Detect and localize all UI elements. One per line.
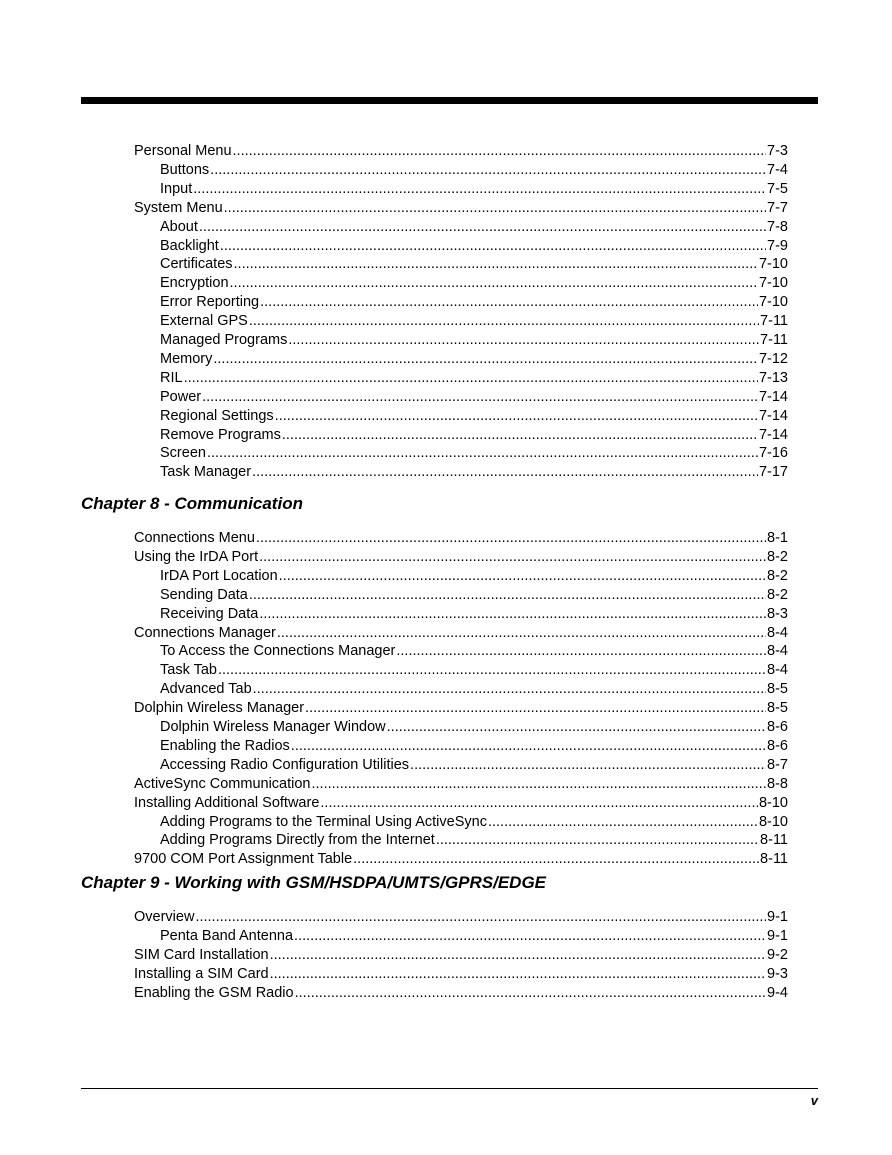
dot-leader <box>387 718 766 736</box>
toc-entry-label: Personal Menu <box>134 143 232 159</box>
toc-entry[interactable] <box>134 699 788 717</box>
toc-entry-label: 9700 COM Port Assignment Table <box>134 851 353 868</box>
toc-entry-page: 8-1 <box>767 530 788 546</box>
bottom-rule <box>81 1088 818 1089</box>
toc-entry-page: 8-5 <box>767 681 788 698</box>
toc-entry[interactable] <box>160 369 788 387</box>
dot-leader <box>305 699 766 717</box>
toc-entry-page: 8-6 <box>767 719 788 735</box>
toc-entry-label: Power <box>160 388 202 405</box>
toc-entry[interactable] <box>160 180 788 198</box>
toc-entry-page: 7-13 <box>758 369 788 386</box>
toc-entry-page: 7-10 <box>758 256 788 273</box>
toc-entry[interactable] <box>160 567 788 585</box>
dot-leader <box>195 908 766 926</box>
toc-entry[interactable] <box>134 908 788 926</box>
toc-entry-label: Backlight <box>160 237 219 254</box>
toc-entry-label: Managed Programs <box>160 332 288 348</box>
toc-entry-page: 7-14 <box>758 426 788 443</box>
dot-leader <box>249 312 759 330</box>
toc-entry-label: ActiveSync Communication <box>134 775 311 792</box>
toc-entry-label: External GPS <box>160 313 248 330</box>
dot-leader <box>270 946 766 964</box>
toc-entry[interactable] <box>160 312 788 330</box>
toc-entry[interactable] <box>160 463 788 481</box>
toc-entry[interactable] <box>160 388 788 406</box>
dot-leader <box>256 529 766 547</box>
toc-entry-label: Dolphin Wireless Manager <box>134 700 305 717</box>
toc-entry[interactable] <box>134 775 788 793</box>
toc-entry-label: Certificates <box>160 256 233 273</box>
toc-entry-page: 9-1 <box>767 909 788 925</box>
toc-entry-page: 7-10 <box>758 275 788 292</box>
toc-entry[interactable] <box>134 946 788 964</box>
toc-entry-label: Penta Band Antenna <box>160 927 294 944</box>
toc-entry-label: SIM Card Installation <box>134 946 269 963</box>
toc-entry-label: Advanced Tab <box>160 681 252 698</box>
toc-entry-label: Dolphin Wireless Manager Window <box>160 719 386 735</box>
dot-leader <box>199 218 766 236</box>
toc-entry[interactable] <box>160 813 788 831</box>
toc-entry-page: 7-17 <box>758 464 788 481</box>
dot-leader <box>260 293 758 311</box>
toc-entry-label: Encryption <box>160 275 229 292</box>
dot-leader <box>410 756 766 774</box>
toc-entry-page: 8-5 <box>767 700 788 717</box>
toc-entry-label: Task Manager <box>160 464 252 481</box>
toc-entry[interactable] <box>160 350 788 368</box>
dot-leader <box>353 850 759 868</box>
toc-entry-page: 7-8 <box>767 218 788 235</box>
toc-entry[interactable] <box>134 794 788 812</box>
toc-entry-page: 9-2 <box>767 946 788 963</box>
dot-leader <box>295 984 766 1002</box>
toc-entry-page: 8-8 <box>767 775 788 792</box>
toc-entry-page: 8-10 <box>758 794 788 811</box>
dot-leader <box>288 331 759 349</box>
toc-entry[interactable] <box>160 927 788 945</box>
toc-entry-page: 9-4 <box>767 984 788 1001</box>
dot-leader <box>252 463 758 481</box>
dot-leader <box>249 586 766 604</box>
toc-entry-page: 7-16 <box>758 445 788 462</box>
toc-entry-page: 8-7 <box>767 756 788 773</box>
toc-entry[interactable] <box>160 756 788 774</box>
dot-leader <box>253 680 766 698</box>
toc-entry[interactable] <box>160 426 788 444</box>
toc-entry-label: Using the IrDA Port <box>134 548 259 565</box>
dot-leader <box>218 661 766 679</box>
toc-entry-label: Input <box>160 180 193 197</box>
toc-entry[interactable] <box>134 965 788 983</box>
toc-entry[interactable] <box>134 548 788 566</box>
dot-leader <box>210 161 766 179</box>
toc-entry[interactable] <box>160 444 788 462</box>
toc-entry[interactable] <box>160 737 788 755</box>
dot-leader <box>312 775 767 793</box>
toc-entry-label: Connections Menu <box>134 530 255 546</box>
dot-leader <box>396 642 766 660</box>
toc-entry-label: Adding Programs to the Terminal Using ActiveSync <box>160 813 487 830</box>
dot-leader <box>275 407 758 425</box>
toc-entry-page: 8-2 <box>767 586 788 603</box>
toc-entry-page: 8-4 <box>767 643 788 660</box>
toc-entry[interactable] <box>160 293 788 311</box>
toc-entry[interactable] <box>160 237 788 255</box>
toc-entry[interactable] <box>134 142 788 160</box>
dot-leader <box>202 388 758 406</box>
toc-entry[interactable] <box>160 661 788 679</box>
toc-entry-page: 7-4 <box>767 161 788 178</box>
toc-entry-page: 7-5 <box>767 180 788 197</box>
toc-entry[interactable] <box>160 331 788 349</box>
toc-entry-page: 8-4 <box>767 624 788 641</box>
toc-entry[interactable] <box>160 605 788 623</box>
toc-entry-label: Accessing Radio Configuration Utilities <box>160 756 410 773</box>
toc-entry[interactable] <box>160 718 788 736</box>
toc-entry-page: 7-12 <box>758 350 788 367</box>
toc-entry-label: Adding Programs Directly from the Internet <box>160 832 435 849</box>
toc-entry[interactable] <box>160 642 788 660</box>
toc-entry-page: 7-9 <box>767 237 788 254</box>
toc-entry-page: 8-11 <box>760 851 788 868</box>
dot-leader <box>270 965 766 983</box>
toc-entry-label: Error Reporting <box>160 294 260 311</box>
dot-leader <box>488 813 758 831</box>
dot-leader <box>224 199 766 217</box>
toc-entry[interactable] <box>134 199 788 217</box>
dot-leader <box>234 255 758 273</box>
toc-entry-label: Screen <box>160 445 206 462</box>
toc-entry-page: 7-14 <box>758 388 788 405</box>
toc-entry-page: 7-3 <box>767 143 788 159</box>
toc-entry-label: Enabling the Radios <box>160 737 290 754</box>
toc-entry-page: 7-11 <box>760 332 788 348</box>
toc-entry[interactable] <box>160 218 788 236</box>
toc-entry-label: RIL <box>160 369 183 386</box>
toc-entry-page: 9-3 <box>767 965 788 982</box>
dot-leader <box>291 737 766 755</box>
toc-entry-label: Regional Settings <box>160 407 274 424</box>
dot-leader <box>193 180 766 198</box>
toc-entry-page: 8-2 <box>767 548 788 565</box>
dot-leader <box>259 548 766 566</box>
dot-leader <box>436 831 759 849</box>
toc-entry-label: Memory <box>160 350 213 367</box>
toc-entry-page: 8-6 <box>767 737 788 754</box>
toc-entry-label: Installing Additional Software <box>134 794 320 811</box>
toc-entry-page: 8-4 <box>767 662 788 679</box>
toc-entry-label: Remove Programs <box>160 426 281 443</box>
toc-entry-page: 7-11 <box>760 313 788 330</box>
toc-entry[interactable] <box>134 624 788 642</box>
toc-entry[interactable] <box>160 831 788 849</box>
toc-entry-page: 8-11 <box>760 832 788 849</box>
toc-entry-label: System Menu <box>134 199 223 216</box>
toc-entry[interactable] <box>134 850 788 868</box>
toc-entry[interactable] <box>160 274 788 292</box>
toc-entry-label: About <box>160 218 198 235</box>
toc-entry-label: Enabling the GSM Radio <box>134 984 294 1001</box>
dot-leader <box>294 927 766 945</box>
toc-entry[interactable] <box>160 680 788 698</box>
toc-entry-label: Connections Manager <box>134 624 276 641</box>
toc-entry[interactable] <box>160 586 788 604</box>
toc-entry-label: IrDA Port Location <box>160 567 278 584</box>
toc-entry[interactable] <box>134 529 788 547</box>
toc-entry-page: 8-10 <box>758 813 788 830</box>
dot-leader <box>220 237 766 255</box>
toc-entry-page: 7-10 <box>758 294 788 311</box>
toc-entry-page: 9-1 <box>767 927 788 944</box>
chapter-heading: Chapter 8 - Communication <box>81 494 303 513</box>
top-rule <box>81 97 818 104</box>
toc-entry-page: 8-2 <box>767 567 788 584</box>
toc-entry[interactable] <box>160 161 788 179</box>
toc-entry-label: To Access the Connections Manager <box>160 643 396 660</box>
toc-entry-label: Installing a SIM Card <box>134 965 269 982</box>
toc-entry-label: Overview <box>134 909 195 925</box>
dot-leader <box>207 444 758 462</box>
page-number: v <box>810 1093 818 1108</box>
toc-entry[interactable] <box>160 255 788 273</box>
dot-leader <box>279 567 766 585</box>
dot-leader <box>230 274 758 292</box>
toc-entry-page: 7-7 <box>767 199 788 216</box>
dot-leader <box>259 605 766 623</box>
toc-entry-label: Buttons <box>160 161 210 178</box>
dot-leader <box>184 369 758 387</box>
toc-entry-label: Receiving Data <box>160 605 259 622</box>
dot-leader <box>282 426 758 444</box>
toc-entry-page: 7-14 <box>758 407 788 424</box>
dot-leader <box>213 350 758 368</box>
toc-entry[interactable] <box>160 407 788 425</box>
toc-entry[interactable] <box>134 984 788 1002</box>
dot-leader <box>320 794 758 812</box>
toc-entry-page: 8-3 <box>767 605 788 622</box>
dot-leader <box>277 624 766 642</box>
dot-leader <box>233 142 767 160</box>
toc-entry-label: Task Tab <box>160 662 217 679</box>
toc-entry-label: Sending Data <box>160 586 248 603</box>
chapter-heading: Chapter 9 - Working with GSM/HSDPA/UMTS/GPRS/EDGE <box>81 873 547 892</box>
